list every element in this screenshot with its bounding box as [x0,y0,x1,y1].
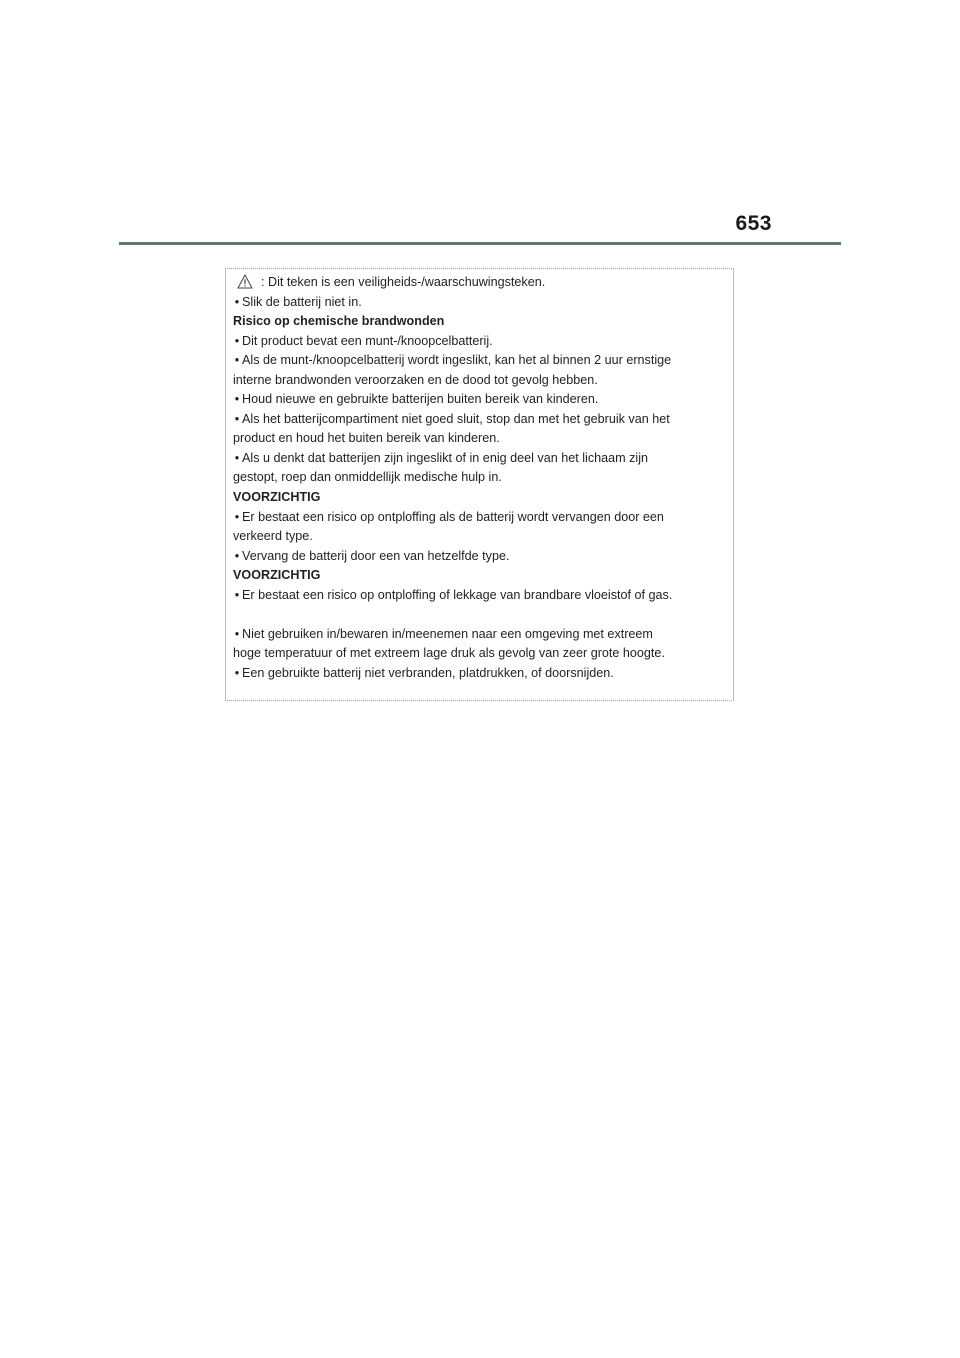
bullet-item [233,586,729,606]
notice-heading [233,566,729,586]
battery-warning-notice [233,273,729,683]
line-text: Houd nieuwe en gebruikte batterijen buiten bereik van kinderen. [242,392,599,407]
line-text: Een gebruikte batterij niet verbranden, platdrukken, of doorsnijden. [242,665,614,680]
line-text: product en houd het buiten bereik van kinderen. [233,431,500,446]
bullet-item [233,351,729,371]
bullet-marker: • [234,333,240,348]
continuation-line [233,371,729,391]
bullet-item [233,508,729,528]
bullet-marker: • [234,353,240,368]
bullet-marker: • [234,665,240,680]
line-text: VOORZICHTIG [233,568,321,583]
line-text: Als het batterijcompartiment niet goed sluit, stop dan met het gebruik van het [242,411,670,426]
continuation-line [233,468,729,488]
line-text: Risico op chemische brandwonden [233,314,445,329]
bullet-marker: • [234,392,240,407]
notice-lines [233,293,729,684]
line-text: Er bestaat een risico op ontploffing als de batterij wordt vervangen door een [242,509,664,524]
page-number: 653 [735,212,772,235]
line-text: gestopt, roep dan onmiddellijk medische hulp in. [233,470,502,485]
bullet-item [233,293,729,313]
continuation-line [233,527,729,547]
paragraph-spacer [233,605,729,625]
line-text: verkeerd type. [233,529,313,544]
bullet-marker: • [234,548,240,563]
line-text: interne brandwonden veroorzaken en de dood tot gevolg hebben. [233,372,598,387]
warning-sign-legend-text: : Dit teken is een veiligheids-/waarschuwingsteken. [261,275,546,289]
line-text: Als de munt-/knoopcelbatterij wordt ingeslikt, kan het al binnen 2 uur ernstige [242,353,672,368]
bullet-item [233,449,729,469]
bullet-marker: • [234,411,240,426]
warning-triangle-icon [237,274,253,289]
bullet-marker: • [234,294,240,309]
notice-heading [233,488,729,508]
warning-sign-legend [233,273,729,293]
line-text: Slik de batterij niet in. [242,294,362,309]
bullet-item [233,547,729,567]
bullet-marker: • [234,450,240,465]
bullet-item [233,664,729,684]
bullet-item [233,390,729,410]
continuation-line [233,644,729,664]
line-text: Niet gebruiken in/bewaren in/meenemen naar een omgeving met extreem [242,626,653,641]
line-text: Als u denkt dat batterijen zijn ingeslikt of in enig deel van het lichaam zijn [242,450,649,465]
line-text: hoge temperatuur of met extreem lage druk als gevolg van zeer grote hoogte. [233,646,665,661]
bullet-item [233,332,729,352]
line-text: VOORZICHTIG [233,490,321,505]
header-divider [119,242,841,245]
line-text: Er bestaat een risico op ontploffing of lekkage van brandbare vloeistof of gas. [242,587,673,602]
line-text: Dit product bevat een munt-/knoopcelbatterij. [242,333,493,348]
bullet-marker: • [234,509,240,524]
line-text: Vervang de batterij door een van hetzelfde type. [242,548,510,563]
bullet-item [233,410,729,430]
notice-heading [233,312,729,332]
bullet-marker: • [234,626,240,641]
bullet-item [233,625,729,645]
bullet-marker: • [234,587,240,602]
continuation-line [233,429,729,449]
